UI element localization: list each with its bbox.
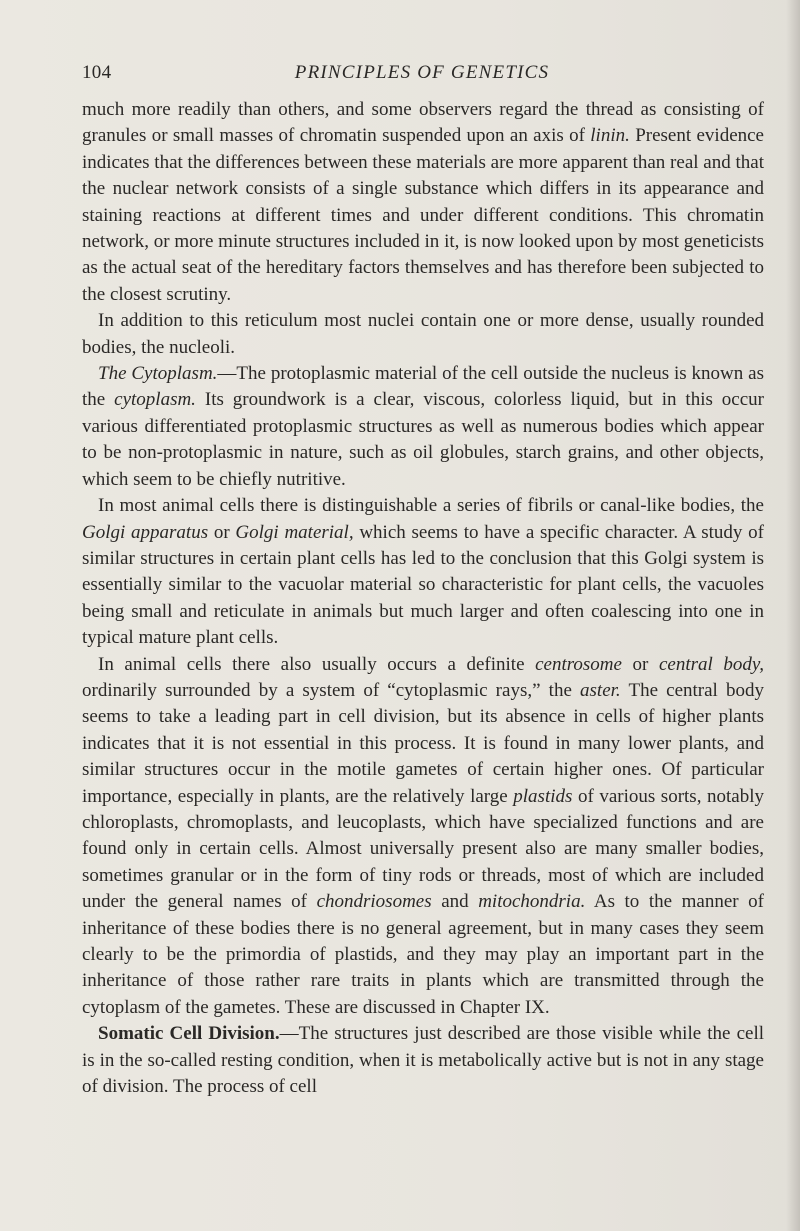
term-aster: aster. (580, 679, 621, 701)
term-plastids: plastids (513, 785, 573, 807)
term-linin: linin. (590, 125, 630, 147)
running-title: PRINCIPLES OF GENETICS (294, 62, 550, 83)
paragraph-somatic-cell-division: Somatic Cell Division.—The structures just described are those visible while the cell is in the so-called resting condition, when it is metabolically active but is not in any stage of division. The process of cell (82, 1023, 764, 1098)
paragraph-cytoplasm: The Cytoplasm.—The protoplasmic material of the cell outside the nucleus is known as the cytoplasm. Its groundwork is a clear, viscous, colorless liquid, but in this occur various differentiated protoplasmic structures as well as numerous bodies which appear to be non-protoplasmic in nature, such as oil globules, starch grains, and other objects, which seem to be chiefly nutritive. (82, 363, 764, 490)
body-text (82, 97, 764, 1100)
paragraph-centrosome: In animal cells there also usually occurs a definite centrosome or central body, ordinarily surrounded by a system of “cytoplasmic rays,” the aster. The central body seems to take a leading part in cell division, but its absence in cells of higher plants indicates that it is not essential in this process. It is found in many lower plants, and similar structures occur in the motile gametes of certain higher ones. Of particular importance, especially in plants, are the relatively large plastids of various sorts, notably chloroplasts, chromoplasts, and leucoplasts, which have specialized functions and are found only in certain cells. Almost universally present also are many smaller bodies, sometimes granular or in the form of tiny rods or threads, most of which are included under the general names of chondriosomes and mitochondria. As to the manner of inheritance of these bodies there is no general agreement, but in many cases they seem clearly to be the primordia of plastids, and they may play an important part in the inheritance of those rather rare traits in plants which are transmitted through the cytoplasm of the gametes. These are discussed in Chapter IX. (82, 653, 765, 1018)
page-header (82, 62, 762, 92)
term-central-body: central body, (658, 653, 765, 675)
page-gutter-shadow (786, 0, 800, 1231)
paragraph-chromatin-network: much more readily than others, and some observers regard the thread as consisting of granules or small masses of chromatin suspended upon an axis of linin. Present evidence indicates that the differences between these materials are more apparent than real and that the nuclear network consists of a single substance which differs in its appearance and staining reactions at different times and under different conditions. This chromatin network, or more minute structures included in it, is now looked upon by most geneticists as the actual seat of the hereditary factors themselves and has therefore been subjected to the closest scrutiny. (82, 99, 764, 305)
section-heading-somatic-cell-division: Somatic Cell Division. (98, 1023, 280, 1045)
term-chondriosomes: chondriosomes (316, 891, 432, 913)
page-number: 104 (82, 62, 112, 83)
paragraph-nucleoli: In addition to this reticulum most nuclei contain one or more dense, usually rounded bodies, the nucleoli. (82, 310, 764, 358)
term-golgi-material: Golgi material, (235, 521, 354, 543)
term-centrosome: centrosome (535, 653, 622, 675)
term-golgi-apparatus: Golgi apparatus (82, 521, 209, 543)
term-cytoplasm: cytoplasm. (114, 389, 196, 411)
paragraph-golgi: In most animal cells there is distinguishable a series of fibrils or canal-like bodies, the Golgi apparatus or Golgi material, which seems to have a specific character. A study of similar structures in certain plant cells has led to the conclusion that this Golgi system is essentially similar to the vacuolar material so characteristic for plant cells, the vacuoles being small and reticulate in animals but much larger and often coalescing into one in typical mature plant cells. (82, 495, 764, 649)
section-heading-cytoplasm: The Cytoplasm. (98, 363, 218, 385)
term-mitochondria: mitochondria. (478, 891, 586, 913)
